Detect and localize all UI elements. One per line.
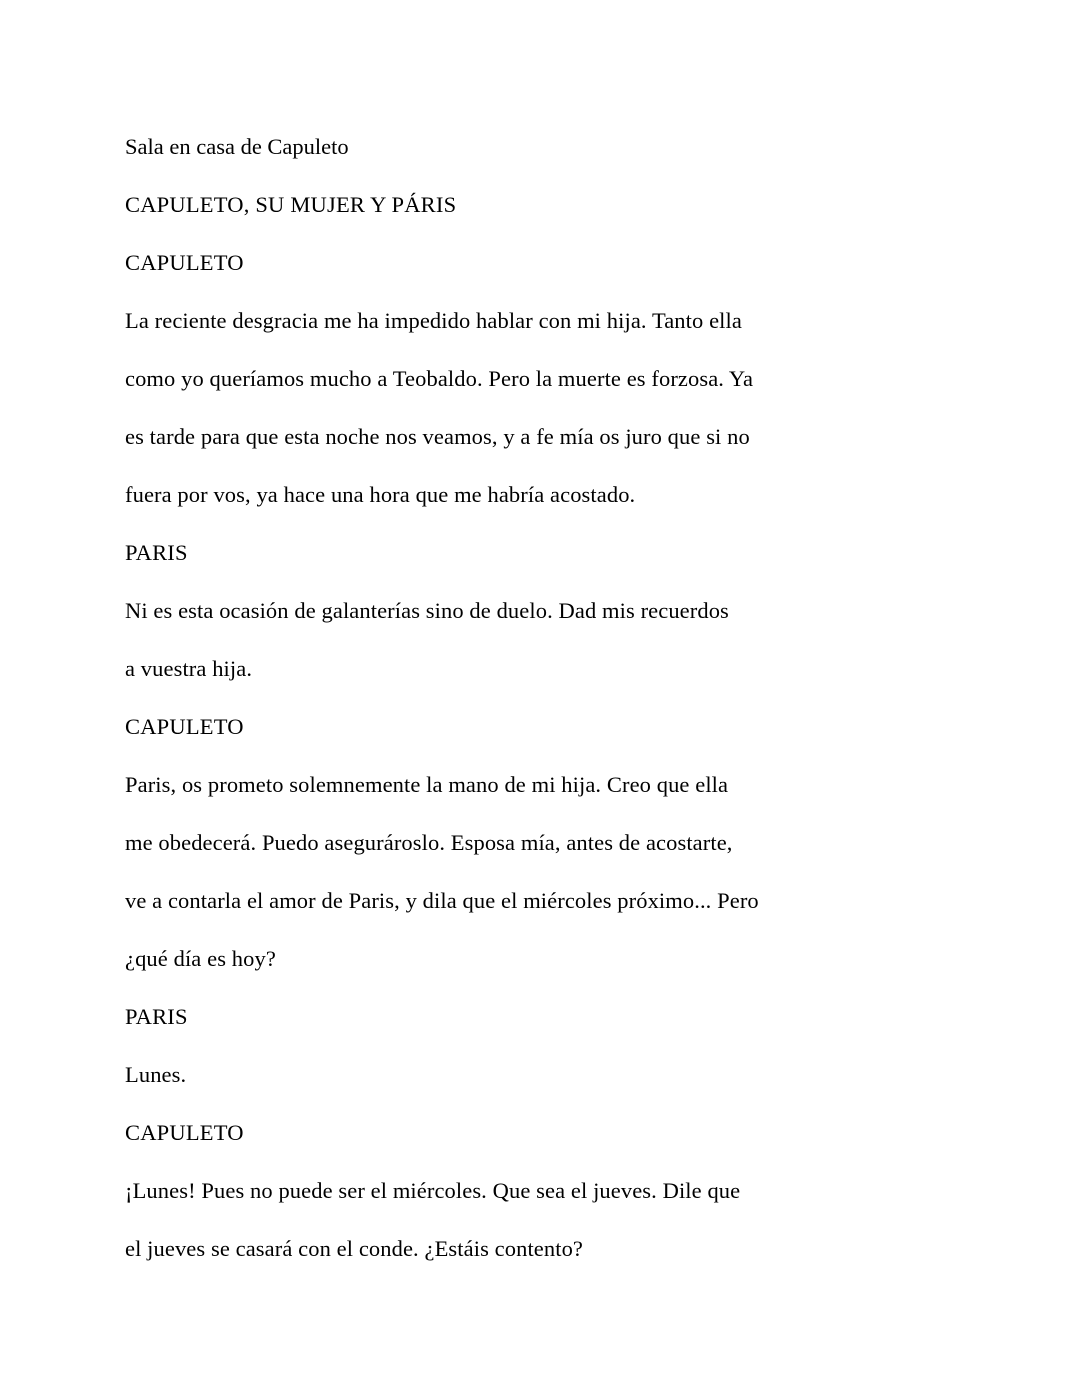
dialogue-block xyxy=(125,234,885,524)
speaker-name: PARIS xyxy=(125,1004,188,1029)
dialogue-line: Lunes. xyxy=(125,1062,187,1087)
speaker-name: PARIS xyxy=(125,540,188,565)
dialogue-block xyxy=(125,988,885,1104)
dialogue-block xyxy=(125,1104,885,1278)
speaker-name: CAPULETO xyxy=(125,250,244,275)
dialogue-line: el jueves se casará con el conde. ¿Estáis contento? xyxy=(125,1236,584,1261)
dialogue-line: es tarde para que esta noche nos veamos, y a fe mía os juro que si no xyxy=(125,424,750,449)
dialogue-line: Paris, os prometo solemnemente la mano de mi hija. Creo que ella xyxy=(125,772,729,797)
dialogue-line: a vuestra hija. xyxy=(125,656,253,681)
speaker-name: CAPULETO xyxy=(125,714,244,739)
cast-heading: CAPULETO, SU MUJER Y PÁRIS xyxy=(125,192,457,217)
dialogue-line: Ni es esta ocasión de galanterías sino de duelo. Dad mis recuerdos xyxy=(125,598,729,623)
dialogue-line: ve a contarla el amor de Paris, y dila que el miércoles próximo... Pero xyxy=(125,888,759,913)
dialogue-line: ¡Lunes! Pues no puede ser el miércoles. Que sea el jueves. Dile que xyxy=(125,1178,741,1203)
dialogue-line: La reciente desgracia me ha impedido hablar con mi hija. Tanto ella xyxy=(125,308,742,333)
scene-heading: Sala en casa de Capuleto xyxy=(125,134,349,159)
dialogue-block xyxy=(125,698,885,988)
dialogue-block xyxy=(125,524,885,698)
dialogue-line: ¿qué día es hoy? xyxy=(125,946,276,971)
dialogue-line: me obedecerá. Puedo asegurároslo. Esposa mía, antes de acostarte, xyxy=(125,830,733,855)
dialogue-line: como yo queríamos mucho a Teobaldo. Pero la muerte es forzosa. Ya xyxy=(125,366,754,391)
dialogue-line: fuera por vos, ya hace una hora que me habría acostado. xyxy=(125,482,636,507)
speaker-name: CAPULETO xyxy=(125,1120,244,1145)
document-body xyxy=(125,118,885,1278)
